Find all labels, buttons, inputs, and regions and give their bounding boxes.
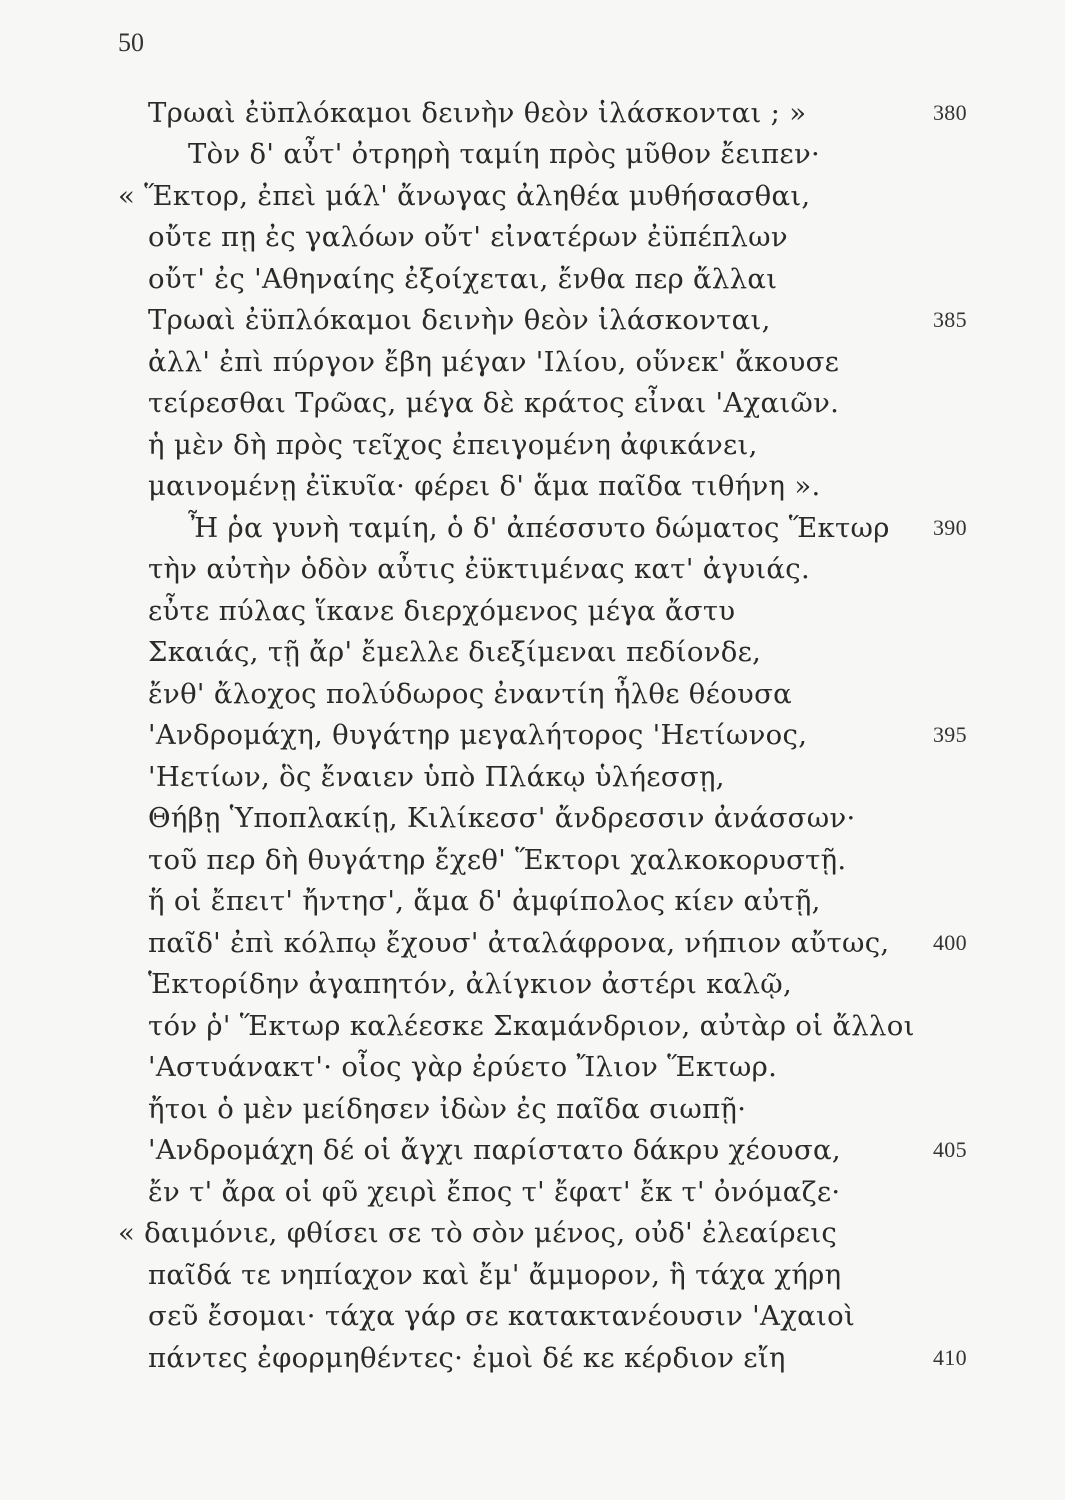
verse-line bbox=[188, 134, 820, 174]
verse-line bbox=[148, 1255, 841, 1295]
verse-number: 395 bbox=[933, 722, 967, 747]
verse-line bbox=[148, 632, 761, 672]
verse-number: 410 bbox=[933, 1345, 967, 1370]
verse-line bbox=[148, 1172, 840, 1212]
verse-line bbox=[148, 259, 777, 299]
verse-text: οὔτ' ἐς 'Αθηναίης ἐξοίχεται, ἔνθα περ ἄλλαι bbox=[148, 263, 778, 295]
verse-line bbox=[148, 591, 735, 631]
verse-text: Θήβῃ Ὑποπλακίῃ, Κιλίκεσσ' ἄνδρεσσιν ἀνάσσων· bbox=[148, 802, 856, 834]
verse-text: Τὸν δ' αὖτ' ὀτρηρὴ ταμίη πρὸς μῦθον ἔειπεν· bbox=[188, 138, 821, 170]
verse-line bbox=[148, 1296, 855, 1336]
verse-text: ἡ μὲν δὴ πρὸς τεῖχος ἐπειγομένη ἀφικάνει, bbox=[148, 429, 758, 461]
verse-text: πάντες ἐφορμηθέντες· ἐμοὶ δέ κε κέρδιον εἴη bbox=[148, 1342, 786, 1374]
verse-line bbox=[148, 923, 967, 963]
verse-text: Ἑκτορίδην ἀγαπητόν, ἀλίγκιον ἀστέρι καλῷ, bbox=[148, 968, 792, 1000]
verse-line bbox=[148, 674, 792, 714]
verse-text: ἀλλ' ἐπὶ πύργον ἔβη μέγαν 'Ιλίου, οὕνεκ' ἄκουσε bbox=[148, 346, 840, 378]
verse-text: 'Ανδρομάχη, θυγάτηρ μεγαλήτορος 'Ηετίωνος, bbox=[148, 719, 808, 751]
verse-line bbox=[148, 383, 839, 423]
verse-line bbox=[148, 881, 821, 921]
verse-line bbox=[148, 715, 967, 755]
verse-text: τόν ῥ' Ἕκτωρ καλέεσκε Σκαμάνδριον, αὐτὰρ οἱ ἄλλοι bbox=[148, 1010, 915, 1042]
verse-line bbox=[118, 1213, 837, 1253]
page-number: 50 bbox=[118, 28, 144, 57]
verse-line bbox=[188, 508, 967, 548]
verse-line bbox=[148, 300, 967, 340]
verse-text: Ἦ ῥα γυνὴ ταμίη, ὁ δ' ἀπέσσυτο δώματος Ἕκτωρ bbox=[188, 512, 890, 544]
verse-text: ἔν τ' ἄρα οἱ φῦ χειρὶ ἔπος τ' ἔφατ' ἔκ τ' ὀνόμαζε· bbox=[148, 1176, 841, 1208]
verse-text: τείρεσθαι Τρῶας, μέγα δὲ κράτος εἶναι 'Αχαιῶν. bbox=[148, 387, 840, 419]
verse-text: σεῦ ἔσομαι· τάχα γάρ σε κατακτανέουσιν 'Αχαιοὶ bbox=[148, 1300, 856, 1332]
verse-text: οὔτε πῃ ἐς γαλόων οὔτ' εἰνατέρων ἐϋπέπλων bbox=[148, 221, 788, 253]
verse-text: « Ἕκτορ, ἐπεὶ μάλ' ἄνωγας ἀληθέα μυθήσασθαι, bbox=[118, 180, 811, 212]
verse-line bbox=[148, 549, 810, 589]
verse-text: 'Ηετίων, ὃς ἔναιεν ὑπὸ Πλάκῳ ὑλήεσσῃ, bbox=[148, 761, 725, 793]
verse-text: παῖδά τε νηπίαχον καὶ ἔμ' ἄμμορον, ἣ τάχα χήρη bbox=[148, 1259, 842, 1291]
verse-text: 'Ανδρομάχη δέ οἱ ἄγχι παρίστατο δάκρυ χέουσα, bbox=[148, 1134, 841, 1166]
verse-number: 380 bbox=[933, 100, 967, 125]
verse-text: τὴν αὐτὴν ὁδὸν αὖτις ἐϋκτιμένας κατ' ἀγυιάς. bbox=[148, 553, 811, 585]
verse-line bbox=[148, 964, 792, 1004]
verse-text: μαινομένῃ ἐϊκυῖα· φέρει δ' ἅμα παῖδα τιθήνη ». bbox=[148, 470, 821, 502]
verse-text: τοῦ περ δὴ θυγάτηρ ἔχεθ' Ἕκτορι χαλκοκορυστῇ. bbox=[148, 844, 847, 876]
verse-line bbox=[148, 1089, 746, 1129]
verse-line bbox=[118, 176, 810, 216]
verse-line bbox=[148, 93, 967, 133]
verse-number: 390 bbox=[933, 515, 967, 540]
verse-text: « δαιμόνιε, φθίσει σε τὸ σὸν μένος, οὐδ' ἐλεαίρεις bbox=[118, 1217, 838, 1249]
verse-line bbox=[148, 466, 821, 506]
verse-line bbox=[148, 757, 725, 797]
verse-number: 400 bbox=[933, 930, 967, 955]
verse-number: 385 bbox=[933, 307, 967, 332]
verse-line bbox=[148, 1047, 777, 1087]
verse-line bbox=[148, 425, 758, 465]
verse-text: παῖδ' ἐπὶ κόλπῳ ἔχουσ' ἀταλάφρονα, νήπιον αὔτως, bbox=[148, 927, 890, 959]
verse-line bbox=[148, 342, 839, 382]
verse-text: Τρωαὶ ἐϋπλόκαμοι δεινὴν θεὸν ἱλάσκονται, bbox=[148, 304, 771, 336]
verse-number: 405 bbox=[933, 1137, 967, 1162]
verse-line bbox=[148, 1338, 967, 1378]
verse-line bbox=[148, 1130, 967, 1170]
verse-text: 'Αστυάνακτ'· οἶος γὰρ ἐρύετο Ἴλιον Ἕκτωρ. bbox=[148, 1051, 778, 1083]
verse-line bbox=[148, 798, 856, 838]
verse-line bbox=[148, 840, 846, 880]
verse-text: Τρωαὶ ἐϋπλόκαμοι δεινὴν θεὸν ἱλάσκονται ; » bbox=[148, 97, 807, 129]
verse-line bbox=[148, 217, 788, 257]
verse-text: εὖτε πύλας ἵκανε διερχόμενος μέγα ἄστυ bbox=[148, 595, 736, 627]
verse-line bbox=[148, 1006, 915, 1046]
verse-text: ἔνθ' ἄλοχος πολύδωρος ἐναντίη ἦλθε θέουσα bbox=[148, 678, 793, 710]
verse-text: Σκαιάς, τῇ ἄρ' ἔμελλε διεξίμεναι πεδίονδε, bbox=[148, 636, 762, 668]
verse-text: ἥ οἱ ἔπειτ' ἤντησ', ἅμα δ' ἀμφίπολος κίεν αὐτῇ, bbox=[148, 885, 821, 917]
verse-text: ἤτοι ὁ μὲν μείδησεν ἰδὼν ἐς παῖδα σιωπῇ· bbox=[148, 1093, 747, 1125]
